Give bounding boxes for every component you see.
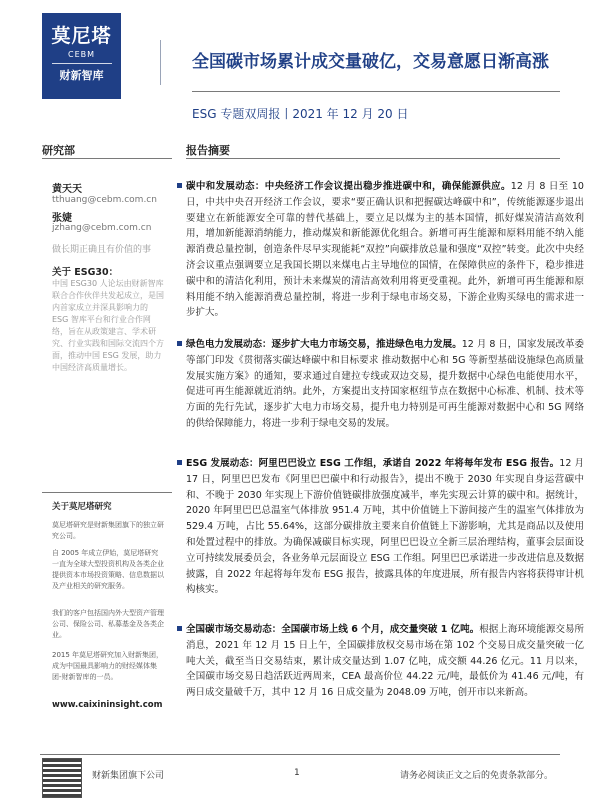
bullet-icon [177,626,182,631]
website-link[interactable]: www.caixininsight.com [52,700,163,710]
logo-en: CEBM [67,50,96,59]
header-divider [160,40,161,85]
paragraph-3-text: 12 月 17 日，阿里巴巴发布《阿里巴巴碳中和行动报告》，提出不晚于 2030 年实现自身运营碳中和、不晚于 2030 年实现上下游价值链碳排放强度减半，率先实现云计算的碳中和。据统计，2020 年阿里巴巴总温室气体排放 951.4 万吨，其中价值链上下游间接产生的温室气体排放为 529.4 万吨，占比 55.64%，这部分碳排放主要来自价值链上下游影响，尤其是商品以及使用和处置过程中的排放。为确保减碳目标实现，阿里巴巴设立全新三层治理结构，董事会层面设立可持续发展委员会，各业务单元层面设立 ESG 工作组。阿里巴巴承诺进一步改进信息及数据披露，自 2022 年起将每年发布 ESG 报告，披露具体的年度进展，所有报告内容将获得审计机构核实。 [186,458,585,596]
footer-disclaimer: 请务必阅读正文之后的免责条款部分。 [400,771,554,781]
paragraph-4-text: 根据上海环境能源交易所消息，2021 年 12 月 15 日上午，全国碳排放权交易市场在第 102 个交易日成交量突破一亿吨大关，截至当日交易结束，累计成交量达到 1.07 亿吨，成交额 44.26 亿元。11 月以来，全国碳市场交易日趋活跃近两周来，CEA 最高价位 44.22 元/吨，最低价为 41.46 元/吨，有两日成交量破千万，其中 12 月 16 日成交量为 2048.09 万吨，创开市以来新高。 [186,624,584,699]
summary-paragraph-2 [186,337,584,432]
about-cebm-p4: 2015 年莫尼塔研究加入财新集团，成为中国最具影响力的财经媒体集团-财新智库的一员。 [52,651,164,681]
about-cebm-title: 关于莫尼塔研究 [52,502,112,512]
left-section-heading: 研究部 [42,144,75,157]
logo-divider [52,63,112,64]
about-cebm-p3: 我们的客户包括国内外大型资产管理公司、保险公司、私募基金及各类企业。 [52,609,164,639]
paragraph-2-heading: 绿色电力发展动态：逐步扩大电力市场交易，推进绿色电力发展。 [186,339,462,350]
author-1-name: 黄天天 [52,184,82,195]
right-section-heading: 报告摘要 [186,144,230,157]
logo-cn: 莫尼塔 [51,25,112,47]
about-esg30-title: 关于 ESG30： [52,267,119,278]
paragraph-3-heading: ESG 发展动态：阿里巴巴设立 ESG 工作组，承诺自 2022 年将每年发布 ESG 报告。 [186,458,560,469]
author-2-email[interactable]: jzhang@cebm.com.cn [52,223,152,233]
paragraph-2-text: 12 月 8 日，国家发展改革委等部门印发《贯彻落实碳达峰碳中和目标要求 推动数据中心和 5G 等新型基础设施绿色高质量发展实施方案》的通知，要求通过自建拉专线或双边交易，提升数据中心绿色电能使用水平，促进可再生能源就近消纳。此外，方案提出支持国家枢纽节点在数据中心标准、机制、技术等方面的先行先试，逐步扩大电力市场交易，提升电力特别是可再生能源对数据中心和 5G 网络的供给保障能力，将进一步利于绿电交易的发展。 [186,339,584,429]
footer-company: 财新集团旗下公司 [92,771,165,781]
page-number: 1 [294,768,300,778]
left-about-rule [42,492,172,493]
report-title: 全国碳市场累计成交量破亿，交易意愿日渐高涨 [192,52,549,72]
about-cebm-p1: 莫尼塔研究是财新集团旗下的独立研究公司。 [52,521,164,540]
left-heading-rule [42,158,172,159]
title-rule [192,91,560,92]
logo-sub: 财新智库 [59,69,104,82]
cebm-logo [42,13,121,99]
about-esg30-text: 中国 ESG30 人论坛由财新智库联合合作伙伴共发起成立，是国内首家成立并深具影响力的 ESG 智库平台和行业合作网络，旨在从政策建言、学术研究、行业实践和国际交流四个方面，推动中国 ESG 发展，助力中国经济高质量增长。 [52,279,164,372]
qr-code-icon [42,758,82,798]
author-1-email[interactable]: tthuang@cebm.com.cn [52,195,157,205]
paragraph-4-heading: 全国碳市场交易动态：全国碳市场上线 6 个月，成交量突破 1 亿吨。 [186,624,480,635]
summary-paragraph-4 [186,622,584,701]
summary-paragraph-1 [186,179,584,321]
paragraph-1-text: 12 月 8 日至 10 日，中共中央召开经济工作会议，要求“要正确认识和把握碳达峰碳中和”，传统能源逐步退出要建立在新能源安全可靠的替代基础上，要立足以煤为主的基本国情，抓好煤炭清洁高效利用，增加新能源消纳能力，推动煤炭和新能源优化组合。新增可再生能源和原料用能不纳入能源消费总量控制，创造条件尽早实现能耗“双控”向碳排放总量和强度“双控”转变。此次中央经济会议重点强调要立足我国长期以来煤电占主导地位的国情，在保障供应的条件下，稳步推进碳中和的清洁化利用，预计未来煤炭的清洁高效利用将更受重视。此外，新增可再生能源和原料用能不纳入能源消费总量控制，将进一步利于绿电市场交易，下游企业购买绿电的需求进一步扩大。 [186,181,584,319]
about-cebm-p2: 自 2005 年成立伊始，莫尼塔研究一直为全球大型投资机构及各类企业提供资本市场投资策略、信息数据以及产业相关的研究服务。 [52,549,164,590]
bullet-icon [177,341,182,346]
author-2-name: 张婕 [52,213,72,224]
slogan: 做长期正确且有价值的事 [52,245,152,255]
paragraph-1-heading: 碳中和发展动态：中央经济工作会议提出稳步推进碳中和，确保能源供应。 [186,181,511,192]
footer-rule [40,754,560,755]
right-heading-rule [186,158,560,159]
bullet-icon [177,183,182,188]
summary-paragraph-3 [186,456,584,598]
report-subtitle: ESG 专题双周报丨2021 年 12 月 20 日 [192,107,409,121]
bullet-icon [177,460,182,465]
